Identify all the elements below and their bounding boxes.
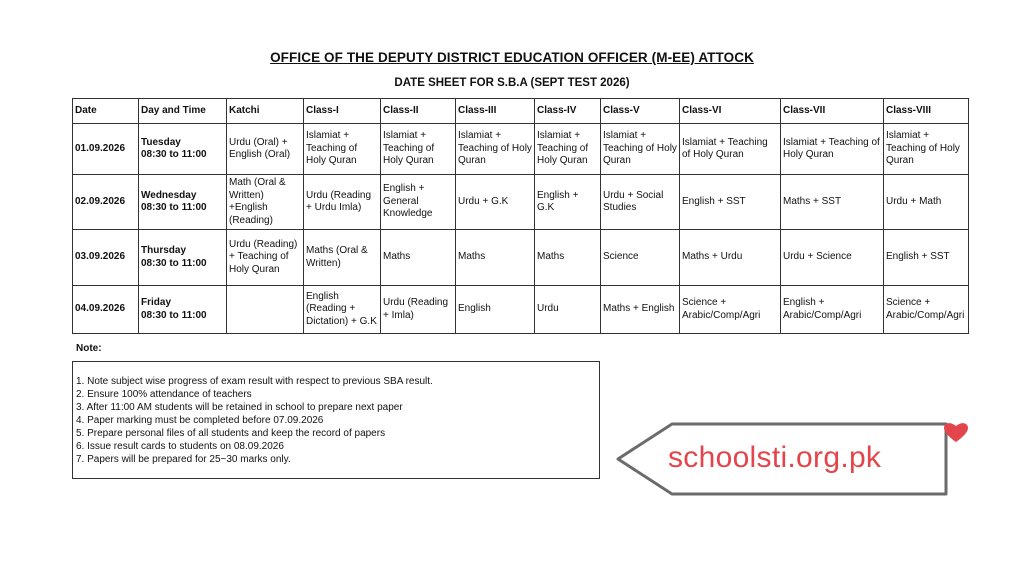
date-cell: 03.09.2026 xyxy=(73,230,139,286)
subject-cell: Islamiat + Teaching of Holy Quran xyxy=(381,124,456,175)
header-cell: Class-I xyxy=(304,99,381,124)
header-cell: Class-IV xyxy=(535,99,601,124)
note-item: 6. Issue result cards to students on 08.09.2026 xyxy=(76,441,284,452)
subject-cell: Science + Arabic/Comp/Agri xyxy=(680,286,781,334)
subject-cell: Urdu + Math xyxy=(884,175,969,230)
time-label: 08:30 to 11:00 xyxy=(141,309,207,321)
header-cell: Class-VIII xyxy=(884,99,969,124)
subject-cell: English + G.K xyxy=(535,175,601,230)
header-cell: Class-VI xyxy=(680,99,781,124)
subject-cell: Maths xyxy=(381,230,456,286)
subject-cell: Maths xyxy=(456,230,535,286)
header-cell: Date xyxy=(73,99,139,124)
subject-cell: Urdu + Social Studies xyxy=(601,175,680,230)
note-item: 7. Papers will be prepared for 25~30 marks only. xyxy=(76,454,291,465)
header-cell: Class-II xyxy=(381,99,456,124)
time-label: 08:30 to 11:00 xyxy=(141,257,207,269)
subject-cell: English + SST xyxy=(884,230,969,286)
date-cell: 02.09.2026 xyxy=(73,175,139,230)
watermark-text: schoolsti.org.pk xyxy=(668,441,882,474)
table-row xyxy=(73,175,969,230)
table-row xyxy=(73,124,969,175)
subject-cell: Islamiat + Teaching of Holy Quran xyxy=(601,124,680,175)
subject-cell: Urdu (Reading + Imla) xyxy=(381,286,456,334)
heart-icon xyxy=(944,423,968,442)
table-row xyxy=(73,230,969,286)
subject-cell: Maths xyxy=(535,230,601,286)
subject-cell: Islamiat + Teaching of Holy Quran xyxy=(781,124,884,175)
header-cell: Class-V xyxy=(601,99,680,124)
subject-cell: Maths + English xyxy=(601,286,680,334)
subject-cell: English + Arabic/Comp/Agri xyxy=(781,286,884,334)
subject-cell: Maths (Oral & Written) xyxy=(304,230,381,286)
subject-cell: Science xyxy=(601,230,680,286)
subject-cell: Urdu (Oral) + English (Oral) xyxy=(227,124,304,175)
date-cell: 01.09.2026 xyxy=(73,124,139,175)
subject-cell: Maths + Urdu xyxy=(680,230,781,286)
subject-cell: English xyxy=(456,286,535,334)
subject-cell: Islamiat + Teaching of Holy Quran xyxy=(304,124,381,175)
subject-cell: Science + Arabic/Comp/Agri xyxy=(884,286,969,334)
subject-cell xyxy=(227,286,304,334)
time-label: 08:30 to 11:00 xyxy=(141,149,207,160)
note-label: Note: xyxy=(76,343,102,354)
note-item: 3. After 11:00 AM students will be retained in school to prepare next paper xyxy=(76,402,403,413)
subject-cell: Math (Oral & Written) +English (Reading) xyxy=(227,175,304,230)
document-subtitle: DATE SHEET FOR S.B.A (SEPT TEST 2026) xyxy=(394,77,630,89)
subject-cell: English (Reading + Dictation) + G.K xyxy=(304,286,381,334)
subject-cell: Maths + SST xyxy=(781,175,884,230)
note-item: 4. Paper marking must be completed before 07.09.2026 xyxy=(76,415,324,426)
header-cell: Class-VII xyxy=(781,99,884,124)
note-item: 2. Ensure 100% attendance of teachers xyxy=(76,389,252,400)
subject-cell: Islamiat + Teaching of Holy Quran xyxy=(680,124,781,175)
table-header-row xyxy=(73,99,969,124)
date-sheet-table xyxy=(72,98,969,334)
day-label: Wednesday xyxy=(141,189,197,201)
day-time-cell xyxy=(139,230,227,286)
day-time-cell xyxy=(139,175,227,230)
header-cell: Day and Time xyxy=(139,99,227,124)
note-item: 5. Prepare personal files of all students and keep the record of papers xyxy=(76,428,386,439)
document-title: OFFICE OF THE DEPUTY DISTRICT EDUCATION OFFICER (M-EE) ATTOCK xyxy=(270,50,754,65)
subject-cell: Urdu xyxy=(535,286,601,334)
day-label: Thursday xyxy=(141,245,187,256)
subject-cell: Urdu (Reading + Urdu Imla) xyxy=(304,175,381,230)
header-cell: Katchi xyxy=(227,99,304,124)
subject-cell: Urdu + Science xyxy=(781,230,884,286)
subject-cell: Islamiat + Teaching of Holy Quran xyxy=(884,124,969,175)
day-time-cell xyxy=(139,124,227,175)
time-label: 08:30 to 11:00 xyxy=(141,202,207,213)
note-item: 1. Note subject wise progress of exam result with respect to previous SBA result. xyxy=(76,376,433,387)
header-cell: Class-III xyxy=(456,99,535,124)
subject-cell: Urdu (Reading) + Teaching of Holy Quran xyxy=(227,230,304,286)
subject-cell: English + General Knowledge xyxy=(381,175,456,230)
subject-cell: Islamiat + Teaching of Holy Quran xyxy=(456,124,535,175)
subject-cell: Urdu + G.K xyxy=(456,175,535,230)
date-cell: 04.09.2026 xyxy=(73,286,139,334)
table-row xyxy=(73,286,969,334)
day-label: Tuesday xyxy=(141,136,181,148)
day-time-cell xyxy=(139,286,227,334)
subject-cell: Islamiat + Teaching of Holy Quran xyxy=(535,124,601,175)
subject-cell: English + SST xyxy=(680,175,781,230)
notes-box xyxy=(72,361,600,479)
day-label: Friday xyxy=(141,297,172,308)
